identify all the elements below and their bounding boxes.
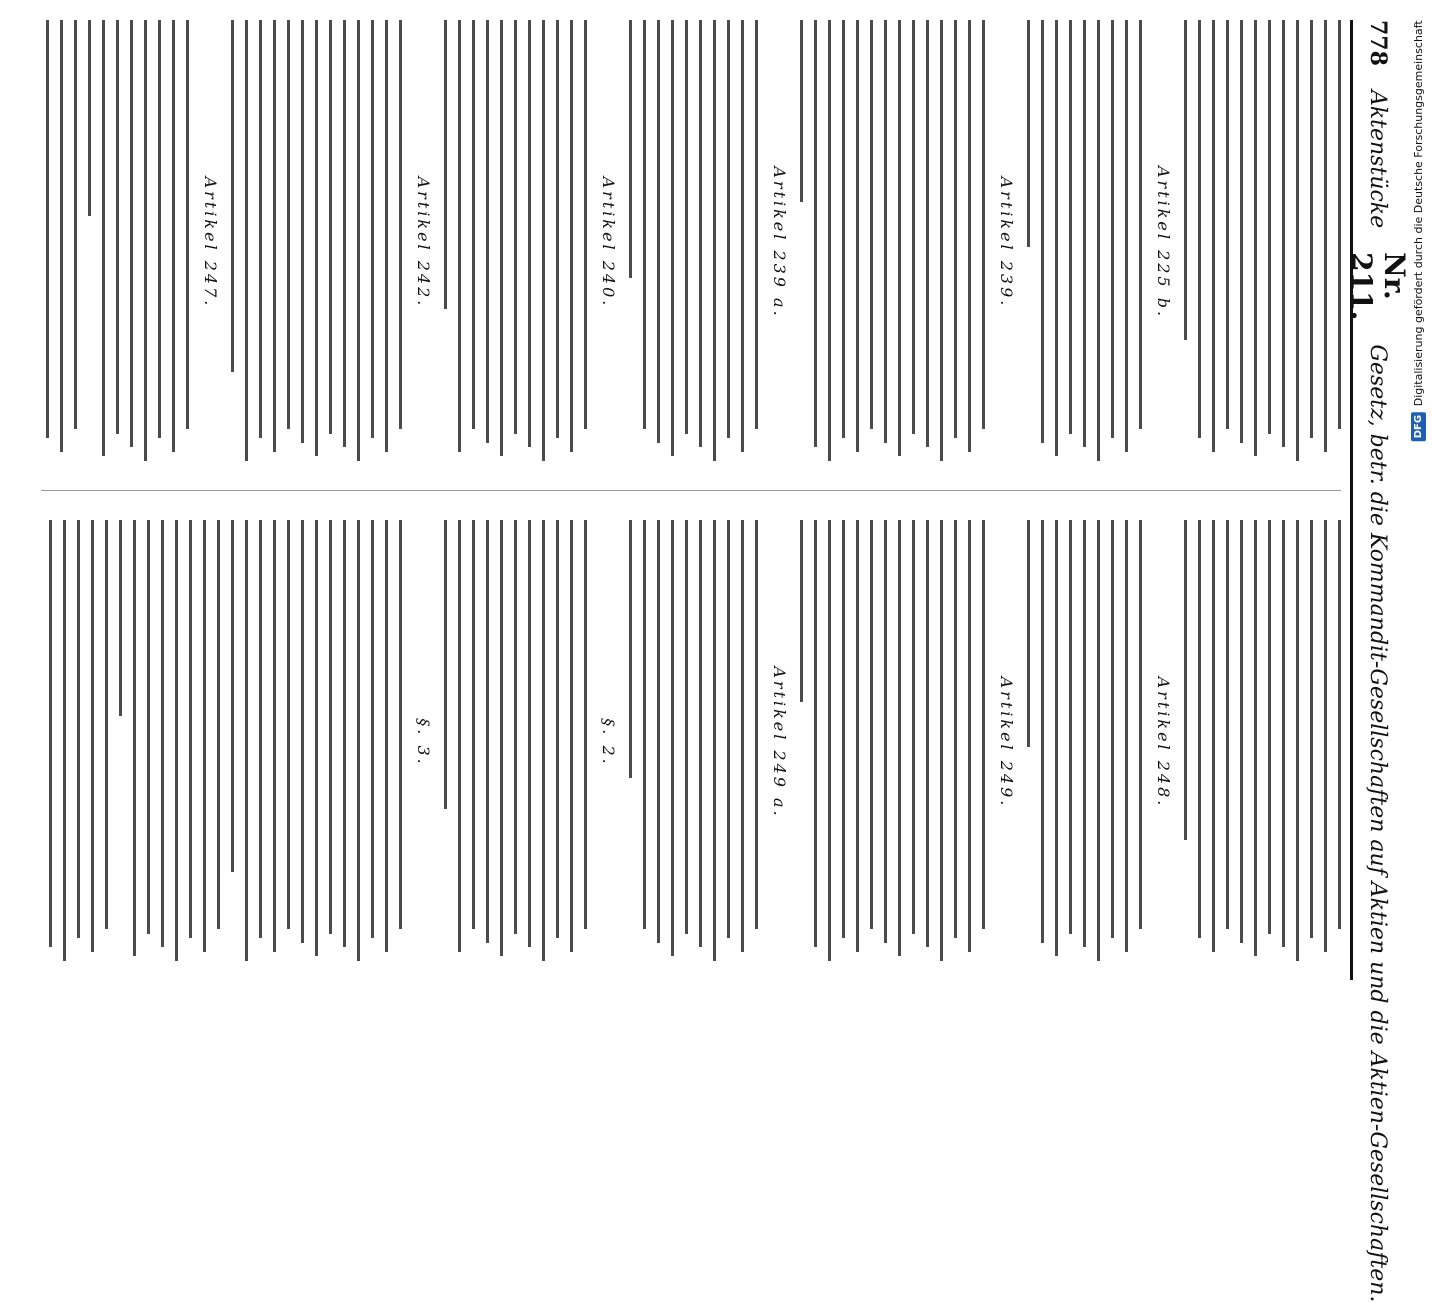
text-line: [657, 520, 660, 943]
text-line: [968, 20, 971, 452]
text-line: [1282, 520, 1285, 947]
text-line: [399, 20, 402, 429]
text-line: [556, 520, 559, 938]
text-line: [1139, 520, 1142, 929]
text-line: [671, 520, 674, 956]
text-line: [63, 520, 66, 961]
article-heading: §. 2.: [599, 718, 618, 767]
text-line: [800, 520, 803, 702]
text-line: [1296, 20, 1299, 461]
text-line: [1212, 20, 1215, 452]
text-line: [287, 20, 290, 429]
text-line: [528, 20, 531, 447]
article-heading: Artikel 248.: [1154, 676, 1173, 809]
text-line: [1282, 20, 1285, 447]
text-line: [842, 520, 845, 938]
issue-number: Nr. 211.: [1345, 252, 1411, 321]
text-line: [629, 520, 632, 778]
text-line: [556, 20, 559, 438]
page-header: [1345, 20, 1411, 1302]
text-line: [1041, 20, 1044, 443]
article-heading: Artikel 239 a.: [770, 166, 789, 319]
text-line: [713, 20, 716, 461]
text-line: [343, 20, 346, 447]
text-line: [898, 20, 901, 456]
text-line: [385, 520, 388, 952]
text-line: [814, 20, 817, 447]
text-line: [231, 520, 234, 872]
text-line: [1055, 20, 1058, 456]
text-line: [1097, 520, 1100, 961]
text-line: [49, 520, 52, 947]
text-line: [912, 20, 915, 434]
text-line: [458, 520, 461, 952]
text-line: [88, 20, 91, 216]
text-line: [542, 20, 545, 461]
digitization-notice: [1411, 20, 1426, 441]
text-line: [385, 20, 388, 452]
text-column-left: [41, 20, 1341, 465]
text-line: [130, 20, 133, 447]
text-line: [727, 20, 730, 438]
page-number: 778: [1365, 20, 1391, 66]
text-line: [245, 520, 248, 961]
document-title: Gesetz, betr. die Kommandit-Gesellschaften auf Aktien und die Aktien-Gesellschaften.: [1365, 344, 1391, 1302]
text-line: [814, 520, 817, 947]
text-line: [105, 520, 108, 929]
text-line: [1212, 520, 1215, 952]
article-heading: Artikel 242.: [414, 176, 433, 309]
text-line: [371, 20, 374, 438]
text-line: [741, 20, 744, 452]
text-line: [671, 20, 674, 456]
text-line: [458, 20, 461, 452]
text-line: [954, 520, 957, 938]
text-line: [444, 20, 447, 309]
text-line: [699, 20, 702, 447]
text-line: [172, 20, 175, 452]
text-line: [828, 520, 831, 961]
text-line: [741, 520, 744, 952]
text-line: [161, 520, 164, 947]
text-line: [643, 20, 646, 429]
text-line: [1069, 520, 1072, 934]
text-line: [1184, 520, 1187, 840]
text-line: [1324, 20, 1327, 452]
text-line: [1226, 20, 1229, 429]
text-line: [1083, 20, 1086, 447]
text-line: [486, 20, 489, 443]
document-page: [13, 0, 1413, 1302]
text-line: [315, 520, 318, 956]
text-line: [1111, 520, 1114, 938]
article-heading: Artikel 239.: [997, 176, 1016, 309]
text-line: [500, 20, 503, 456]
text-line: [755, 20, 758, 429]
text-line: [329, 520, 332, 934]
text-line: [1268, 20, 1271, 434]
text-line: [685, 20, 688, 434]
column-divider: [41, 490, 1341, 491]
text-line: [968, 520, 971, 952]
text-line: [528, 520, 531, 947]
text-line: [203, 520, 206, 952]
text-line: [1027, 520, 1030, 747]
text-line: [357, 20, 360, 461]
article-heading: Artikel 249.: [997, 676, 1016, 809]
text-line: [1310, 520, 1313, 938]
text-line: [500, 520, 503, 956]
text-line: [444, 520, 447, 809]
text-line: [357, 520, 360, 961]
text-line: [1324, 520, 1327, 952]
text-line: [570, 20, 573, 452]
text-line: [856, 20, 859, 452]
text-line: [755, 520, 758, 929]
text-line: [856, 520, 859, 952]
text-line: [217, 520, 220, 929]
header-label: Aktenstücke: [1365, 89, 1391, 229]
text-line: [800, 20, 803, 202]
text-line: [1139, 20, 1142, 429]
text-line: [74, 20, 77, 429]
text-line: [1254, 520, 1257, 956]
text-line: [343, 520, 346, 947]
text-column-right: [41, 520, 1341, 965]
text-line: [116, 20, 119, 434]
text-line: [301, 520, 304, 943]
text-line: [158, 20, 161, 438]
text-line: [1240, 520, 1243, 943]
text-line: [472, 20, 475, 429]
text-line: [685, 520, 688, 934]
text-line: [1027, 20, 1030, 247]
text-line: [1268, 520, 1271, 934]
text-line: [486, 520, 489, 943]
text-line: [1125, 20, 1128, 452]
text-line: [1111, 20, 1114, 438]
text-line: [189, 520, 192, 938]
text-line: [1310, 20, 1313, 438]
text-line: [329, 20, 332, 434]
text-line: [1125, 520, 1128, 952]
text-line: [144, 20, 147, 461]
text-line: [1240, 20, 1243, 443]
text-line: [1296, 520, 1299, 961]
text-line: [584, 20, 587, 429]
text-line: [713, 520, 716, 961]
text-line: [287, 520, 290, 929]
digitization-text: Digitalisierung gefördert durch die Deutsche Forschungsgemeinschaft: [1412, 20, 1425, 406]
text-line: [1069, 20, 1072, 434]
text-line: [570, 520, 573, 952]
text-line: [982, 520, 985, 929]
text-line: [727, 520, 730, 938]
text-line: [186, 20, 189, 429]
text-line: [77, 520, 80, 938]
text-line: [954, 20, 957, 438]
text-line: [884, 520, 887, 943]
text-line: [1254, 20, 1257, 456]
text-line: [315, 20, 318, 456]
text-line: [399, 520, 402, 929]
text-line: [147, 520, 150, 934]
dfg-logo: DFG: [1411, 412, 1426, 441]
text-line: [870, 20, 873, 429]
text-line: [60, 20, 63, 452]
text-line: [1198, 520, 1201, 938]
text-line: [898, 520, 901, 956]
article-heading: §. 3.: [414, 718, 433, 767]
text-line: [102, 20, 105, 456]
text-line: [699, 520, 702, 947]
text-line: [259, 20, 262, 438]
text-line: [1041, 520, 1044, 943]
text-line: [91, 520, 94, 952]
text-line: [133, 520, 136, 956]
text-line: [231, 20, 234, 372]
text-line: [584, 520, 587, 929]
text-line: [1198, 20, 1201, 438]
article-heading: Artikel 247.: [201, 176, 220, 309]
text-line: [1055, 520, 1058, 956]
text-line: [301, 20, 304, 443]
text-line: [940, 520, 943, 961]
text-line: [926, 20, 929, 447]
text-line: [1083, 520, 1086, 947]
text-line: [472, 520, 475, 929]
text-line: [926, 520, 929, 947]
text-line: [828, 20, 831, 461]
article-heading: Artikel 240.: [599, 176, 618, 309]
text-line: [1338, 520, 1341, 929]
text-line: [371, 520, 374, 938]
text-line: [245, 20, 248, 461]
text-line: [175, 520, 178, 961]
text-line: [273, 520, 276, 952]
text-line: [46, 20, 49, 438]
text-line: [542, 520, 545, 961]
text-line: [629, 20, 632, 278]
text-line: [657, 20, 660, 443]
text-line: [514, 520, 517, 934]
text-line: [870, 520, 873, 929]
text-line: [273, 20, 276, 452]
text-line: [884, 20, 887, 443]
article-heading: Artikel 225 b.: [1154, 165, 1173, 320]
text-line: [119, 520, 122, 716]
text-line: [514, 20, 517, 434]
text-line: [982, 20, 985, 429]
text-line: [1338, 20, 1341, 429]
text-line: [1226, 520, 1229, 929]
text-line: [940, 20, 943, 461]
article-heading: Artikel 249 a.: [770, 666, 789, 819]
text-line: [259, 520, 262, 938]
text-line: [1097, 20, 1100, 461]
text-line: [842, 20, 845, 438]
text-line: [1184, 20, 1187, 340]
text-line: [912, 520, 915, 934]
text-line: [643, 520, 646, 929]
